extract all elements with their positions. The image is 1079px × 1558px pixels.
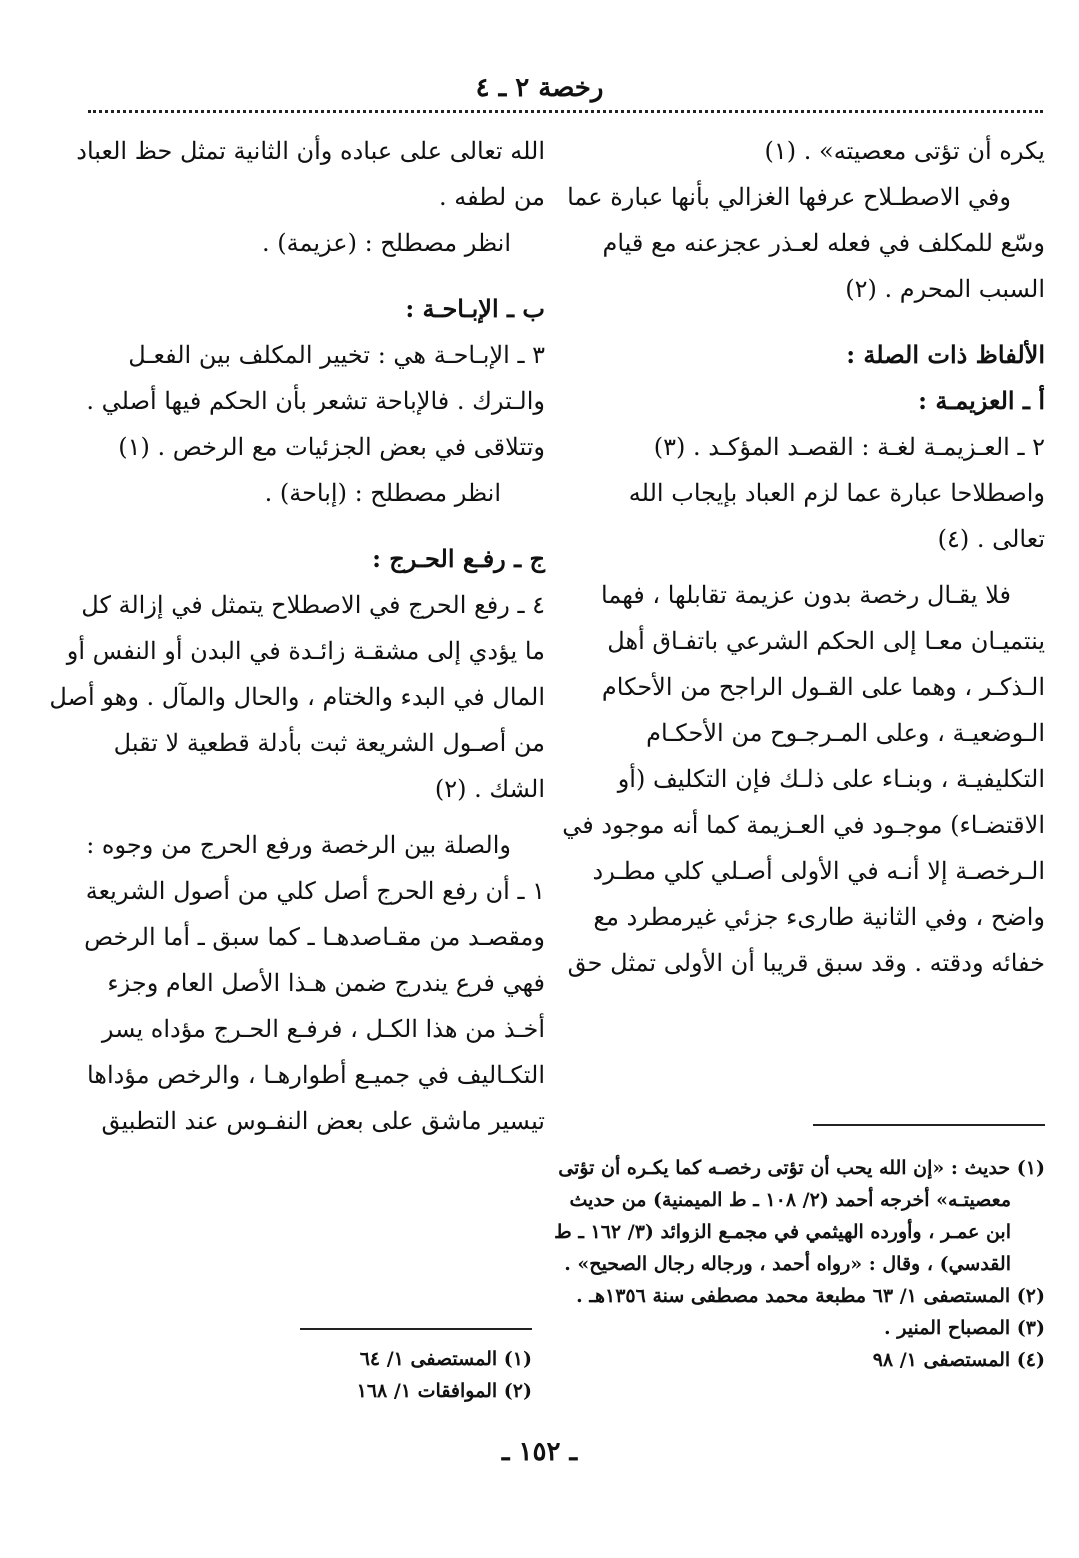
text-line: ما يؤدي إلى مشقـة زائـدة في البدن أو النفس أو [66,637,545,665]
text-line: الاقتضـاء) موجـود في العـزيمة كما أنه موجود في [562,811,1045,839]
section-heading-azima: أ ـ العزيمـة : [918,386,1045,415]
text-line: تيسير ماشق على بعض النفـوس عند التطبيق [101,1107,545,1135]
text-line: التكليفيـة ، وبنـاء على ذلـك فإن التكليف (أو [617,765,1045,793]
text-line: ٣ ـ الإبـاحـة هي : تخيير المكلف بين الفعـل [128,341,545,369]
spacer [85,266,545,286]
section-heading-haraj: ج ـ رفـع الحـرج : [372,544,545,573]
footnote-line: (٤) المستصفى ١/ ٩٨ [872,1349,1045,1371]
text-line: والـترك . فالإباحة تشعر بأن الحكم فيها أصلي . [86,387,545,415]
see-term-reference: انظر مصطلح : (عزيمة) . [261,229,511,257]
text-line: والصلة بين الرخصة ورفع الحرج من وجوه : [86,831,511,859]
text-line: فهي فرع يندرج ضمن هـذا الأصل العام وجزء [107,969,545,997]
text-line: التكـاليف في جميـع أطوارهـا ، والرخص مؤداها [86,1061,545,1089]
text-line: الـوضعيـة ، وعلى المـرجـوح من الأحكـام [646,719,1045,747]
text-line: وتتلاقى في بعض الجزئيات مع الرخص . (١) [118,433,545,461]
text-line: الـرخصـة إلا أنـه في الأولى أصـلي كلي مطـرد [592,857,1045,885]
text-line: واضح ، وفي الثانية طارىء جزئي غيرمطرد مع [593,903,1045,931]
text-line: وسّع للمكلف في فعله لعـذر عجزعنه مع قيام [602,229,1045,257]
spacer [85,812,545,822]
see-term-reference: انظر مصطلح : (إباحة) . [264,479,501,507]
text-line: فلا يقـال رخصة بدون عزيمة تقابلها ، فهما [601,581,1011,609]
text-line: تعالى . (٤) [937,525,1045,553]
text-line: وفي الاصطـلاح عرفها الغزالي بأنها عبارة عما [567,183,1011,211]
right-column [562,128,1045,986]
footnotes-left [85,1343,532,1407]
spacer [585,562,1045,572]
footnote-line: القدسي) ، وقال : «رواه أحمد ، ورجاله رجال الصحيح» . [564,1253,1011,1275]
text-line: ومقصـد من مقـاصدهـا ـ كما سبق ـ أما الرخص [84,923,545,951]
footnote-line: (٢) المستصفى ١/ ٦٣ مطبعة محمد مصطفى سنة ١٣٥٦هـ . [576,1285,1045,1307]
text-line: خفائه ودقته . وقد سبق قريبا أن الأولى تمثل حق [567,949,1045,977]
spacer [85,516,545,536]
text-line: من لطفه . [438,183,545,211]
text-line: الـذكـر ، وهما على القـول الراجح من الأحكام [601,673,1045,701]
footnote-line: (٣) المصباح المنير . [884,1317,1045,1339]
section-heading-related-terms: الألفاظ ذات الصلة : [846,340,1045,369]
text-line: الله تعالى على عباده وأن الثانية تمثل حظ العباد [76,137,545,165]
text-line: من أصـول الشريعة ثبت بأدلة قطعية لا تقبل [113,729,545,757]
footnote-line: معصيتـه» أخرجه أحمد (٢/ ١٠٨ ـ ط الميمنية) من حديث [569,1189,1011,1211]
footnote-line: (١) حديث : «إن الله يحب أن تؤتى رخصـه كما يكـره أن تؤتى [558,1157,1045,1179]
header-divider [88,110,1043,113]
text-line: أخـذ من هذا الكـل ، فرفـع الحـرج مؤداه يسر [101,1015,545,1043]
text-line: الشك . (٢) [434,775,545,803]
left-column [49,128,545,1144]
footnote-line: ابن عمـر ، وأورده الهيثمي في مجمـع الزوائد (٣/ ١٦٢ ـ ط [554,1221,1011,1243]
page-header: رخصة ٢ ـ ٤ [475,73,604,103]
text-line: السبب المحرم . (٢) [845,275,1045,303]
page-number: ـ ١٥٢ ـ [501,1437,578,1467]
footnote-separator-right [813,1124,1045,1126]
footnote-line: (٢) الموافقات ١/ ١٦٨ [356,1380,532,1402]
text-line: المال في البدء والختام ، والحال والمآل . وهو أصل [49,683,545,711]
footnote-line: (١) المستصفى ١/ ٦٤ [359,1348,532,1370]
section-heading-ibaha: ب ـ الإبـاحـة : [405,294,545,323]
text-line: ٢ ـ العـزيمـة لغـة : القصـد المؤكـد . (٣) [653,433,1045,461]
text-line: ١ ـ أن رفع الحرج أصل كلي من أصول الشريعة [85,877,545,905]
text-line: ينتميـان معـا إلى الحكم الشرعي باتفـاق أهل [607,627,1045,655]
text-line: واصطلاحا عبارة عما لزم العباد بإيجاب الله [628,479,1045,507]
footnote-separator-left [300,1328,532,1330]
text-line: ٤ ـ رفع الحرج في الاصطلاح يتمثل في إزالة كل [81,591,545,619]
footnotes-right [554,1152,1045,1376]
text-line: يكره أن تؤتى معصيته» . (١) [764,137,1045,165]
spacer [585,312,1045,332]
